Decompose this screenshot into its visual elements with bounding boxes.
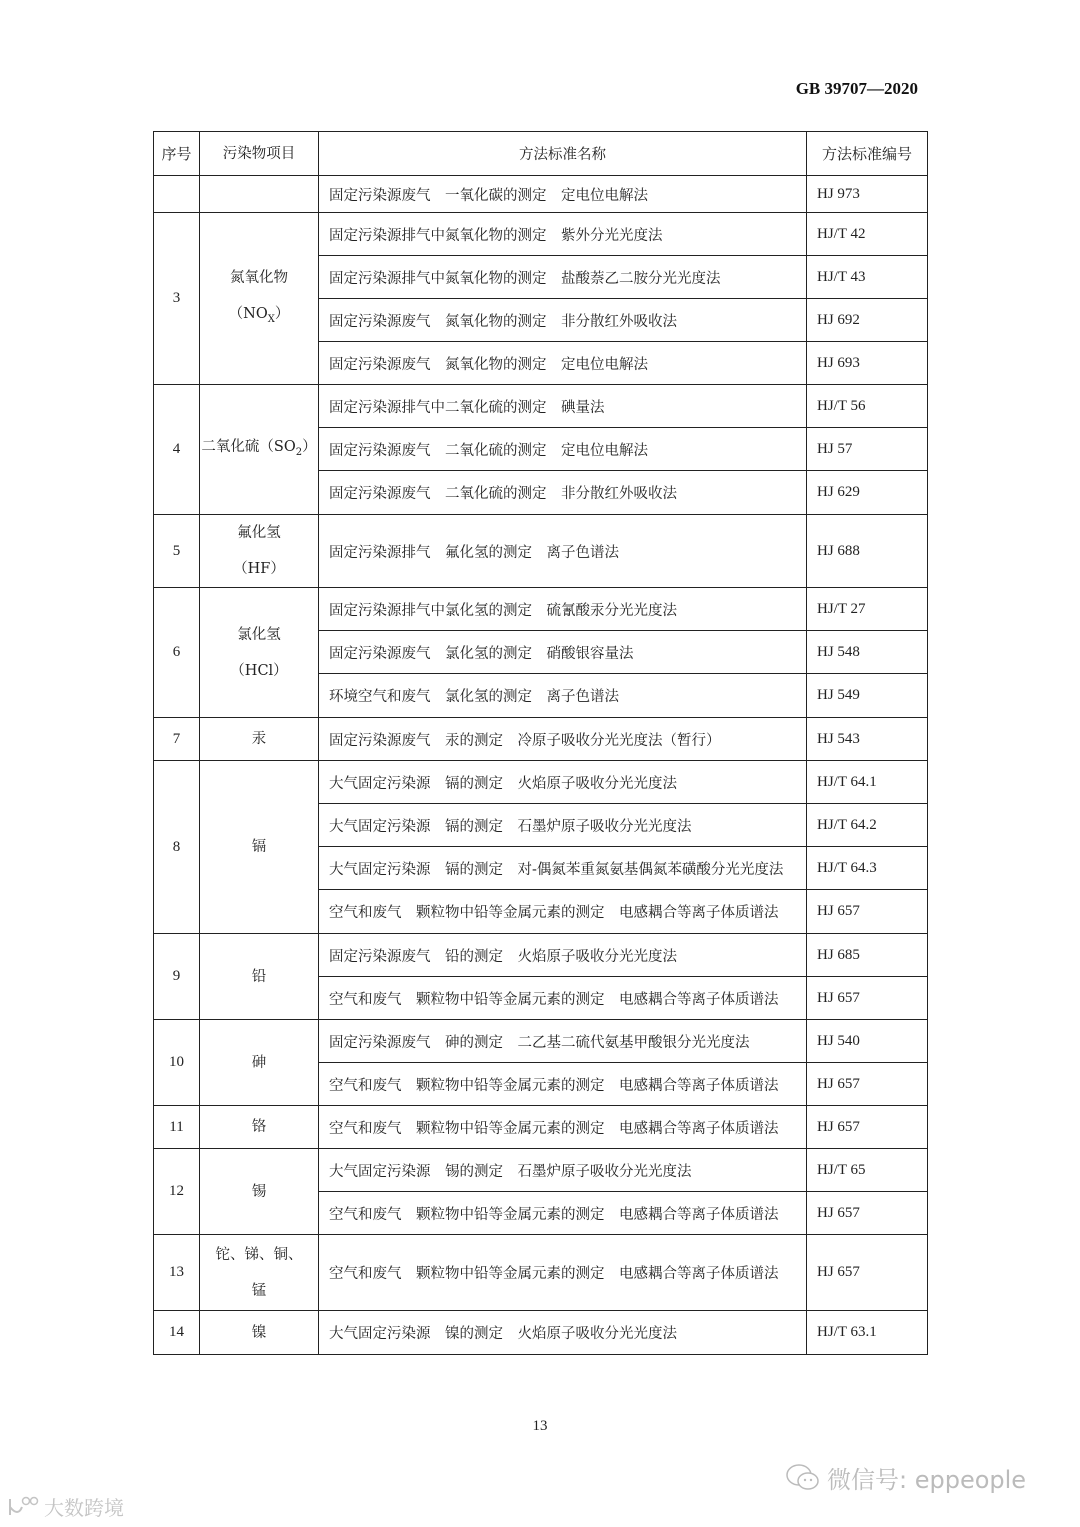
row-number: 13 xyxy=(154,1235,200,1311)
table-header-row xyxy=(154,132,928,176)
method-code: HJ/T 42 xyxy=(807,213,928,256)
method-code: HJ 657 xyxy=(807,1063,928,1106)
method-code: HJ/T 27 xyxy=(807,588,928,631)
method-code: HJ/T 64.3 xyxy=(807,847,928,890)
brand-logo-icon xyxy=(6,1495,40,1519)
method-code: HJ/T 64.1 xyxy=(807,761,928,804)
table-row xyxy=(154,385,928,428)
pollutant-item-line xyxy=(200,551,318,587)
pollutant-item-line xyxy=(200,260,318,296)
standard-code: GB 39707—2020 xyxy=(795,79,918,98)
pollutant-item xyxy=(200,213,319,385)
method-name: 固定污染源废气 氮氧化物的测定 非分散红外吸收法 xyxy=(319,299,807,342)
pollutant-item-line xyxy=(200,515,318,551)
table-row xyxy=(154,934,928,977)
pollutant-item-line xyxy=(200,1273,318,1309)
method-code: HJ 657 xyxy=(807,1192,928,1235)
method-name: 固定污染源废气 二氧化硫的测定 非分散红外吸收法 xyxy=(319,471,807,515)
method-name: 环境空气和废气 氯化氢的测定 离子色谱法 xyxy=(319,674,807,718)
table-row xyxy=(154,761,928,804)
method-code: HJ 540 xyxy=(807,1020,928,1063)
method-code: HJ 657 xyxy=(807,977,928,1020)
method-name: 固定污染源排气中二氧化硫的测定 碘量法 xyxy=(319,385,807,428)
row-number: 14 xyxy=(154,1311,200,1355)
method-name: 固定污染源排气中氮氧化物的测定 盐酸萘乙二胺分光光度法 xyxy=(319,256,807,299)
method-name: 固定污染源废气 氮氧化物的测定 定电位电解法 xyxy=(319,342,807,385)
pollutant-item xyxy=(200,515,319,588)
method-name: 大气固定污染源 镉的测定 石墨炉原子吸收分光光度法 xyxy=(319,804,807,847)
method-name: 空气和废气 颗粒物中铅等金属元素的测定 电感耦合等离子体质谱法 xyxy=(319,1106,807,1149)
method-name: 空气和废气 颗粒物中铅等金属元素的测定 电感耦合等离子体质谱法 xyxy=(319,1235,807,1311)
text-segment: 锡 xyxy=(251,1183,267,1200)
pollutant-item-line xyxy=(200,1315,318,1351)
method-code: HJ 657 xyxy=(807,1106,928,1149)
row-number xyxy=(154,176,200,213)
method-name: 空气和废气 颗粒物中铅等金属元素的测定 电感耦合等离子体质谱法 xyxy=(319,1063,807,1106)
method-code: HJ/T 43 xyxy=(807,256,928,299)
pollutant-item xyxy=(200,761,319,934)
method-name: 固定污染源废气 氯化氢的测定 硝酸银容量法 xyxy=(319,631,807,674)
subscript: X xyxy=(267,313,275,325)
pollutant-item xyxy=(200,1311,319,1355)
method-name: 固定污染源排气 氟化氢的测定 离子色谱法 xyxy=(319,515,807,588)
method-code: HJ 657 xyxy=(807,890,928,934)
wechat-icon xyxy=(785,1463,821,1493)
method-name: 固定污染源排气中氯化氢的测定 硫氰酸汞分光光度法 xyxy=(319,588,807,631)
row-number: 8 xyxy=(154,761,200,934)
method-standards-table xyxy=(153,131,928,1355)
row-number: 3 xyxy=(154,213,200,385)
pollutant-item-line xyxy=(200,296,318,338)
text-segment: 锰 xyxy=(251,1282,267,1299)
brand-watermark xyxy=(6,1492,124,1521)
pollutant-item xyxy=(200,1235,319,1311)
text-segment: 二氧化硫（SO xyxy=(201,438,296,455)
column-header-method-code: 方法标准编号 xyxy=(807,132,928,176)
table-row xyxy=(154,213,928,256)
page-number: 13 xyxy=(532,1418,548,1434)
column-header-pollutant: 污染物项目 xyxy=(200,132,319,176)
text-segment: ） xyxy=(302,438,317,455)
row-number: 11 xyxy=(154,1106,200,1149)
method-name: 大气固定污染源 锡的测定 石墨炉原子吸收分光光度法 xyxy=(319,1149,807,1192)
text-segment: 镉 xyxy=(251,839,267,855)
pollutant-item-line xyxy=(200,617,318,653)
method-code: HJ/T 56 xyxy=(807,385,928,428)
method-code: HJ 657 xyxy=(807,1235,928,1311)
pollutant-item xyxy=(200,934,319,1020)
text-segment: 铬 xyxy=(251,1119,267,1135)
row-number: 7 xyxy=(154,718,200,761)
text-segment: 镍 xyxy=(251,1324,267,1341)
pollutant-item xyxy=(200,385,319,515)
row-number: 10 xyxy=(154,1020,200,1106)
wechat-watermark xyxy=(785,1460,1026,1495)
text-segment: （HF） xyxy=(233,561,285,577)
table-row xyxy=(154,718,928,761)
method-code: HJ 543 xyxy=(807,718,928,761)
method-code: HJ 973 xyxy=(807,176,928,213)
method-name: 大气固定污染源 镉的测定 对-偶氮苯重氮氨基偶氮苯磺酸分光光度法 xyxy=(319,847,807,890)
method-name: 固定污染源排气中氮氧化物的测定 紫外分光光度法 xyxy=(319,213,807,256)
row-number: 9 xyxy=(154,934,200,1020)
row-number: 12 xyxy=(154,1149,200,1235)
row-number: 5 xyxy=(154,515,200,588)
column-header-no: 序号 xyxy=(154,132,200,176)
table-row xyxy=(154,1020,928,1063)
text-segment: 铊、锑、铜、 xyxy=(215,1246,303,1263)
method-name: 固定污染源废气 汞的测定 冷原子吸收分光光度法（暂行） xyxy=(319,718,807,761)
text-segment: （HCl） xyxy=(230,662,288,679)
pollutant-item-line xyxy=(200,653,318,689)
method-code: HJ/T 64.2 xyxy=(807,804,928,847)
column-header-method-name: 方法标准名称 xyxy=(319,132,807,176)
method-code: HJ 548 xyxy=(807,631,928,674)
method-name: 固定污染源废气 一氧化碳的测定 定电位电解法 xyxy=(319,176,807,213)
pollutant-item-line xyxy=(200,1109,318,1145)
text-segment: 氮氧化物 xyxy=(230,269,288,286)
method-code: HJ 629 xyxy=(807,471,928,515)
table-body xyxy=(154,176,928,1355)
pollutant-item xyxy=(200,1106,319,1149)
method-code: HJ/T 63.1 xyxy=(807,1311,928,1355)
row-number: 4 xyxy=(154,385,200,515)
pollutant-item-line xyxy=(200,1045,318,1081)
method-code: HJ 692 xyxy=(807,299,928,342)
table-row xyxy=(154,1106,928,1149)
method-name: 空气和废气 颗粒物中铅等金属元素的测定 电感耦合等离子体质谱法 xyxy=(319,977,807,1020)
text-segment: （NO xyxy=(228,305,268,322)
method-name: 固定污染源废气 铅的测定 火焰原子吸收分光光度法 xyxy=(319,934,807,977)
text-segment: ） xyxy=(274,305,290,322)
method-name: 大气固定污染源 镉的测定 火焰原子吸收分光光度法 xyxy=(319,761,807,804)
method-code: HJ 57 xyxy=(807,428,928,471)
table-row xyxy=(154,515,928,588)
pollutant-item-line xyxy=(200,721,318,757)
table-row xyxy=(154,1311,928,1355)
pollutant-item xyxy=(200,1020,319,1106)
method-code: HJ 688 xyxy=(807,515,928,588)
pollutant-item xyxy=(200,1149,319,1235)
method-code: HJ 685 xyxy=(807,934,928,977)
method-name: 固定污染源废气 砷的测定 二乙基二硫代氨基甲酸银分光光度法 xyxy=(319,1020,807,1063)
table-row xyxy=(154,1235,928,1311)
pollutant-item xyxy=(200,718,319,761)
method-name: 空气和废气 颗粒物中铅等金属元素的测定 电感耦合等离子体质谱法 xyxy=(319,1192,807,1235)
pollutant-item xyxy=(200,176,319,213)
text-segment: 铅 xyxy=(251,968,267,985)
method-code: HJ/T 65 xyxy=(807,1149,928,1192)
pollutant-item-line xyxy=(200,829,318,865)
text-segment: 砷 xyxy=(251,1054,267,1071)
pollutant-item-line xyxy=(200,959,318,995)
pollutant-item-line xyxy=(200,1174,318,1210)
method-code: HJ 693 xyxy=(807,342,928,385)
pollutant-item-line xyxy=(200,1237,318,1273)
row-number: 6 xyxy=(154,588,200,718)
method-name: 大气固定污染源 镍的测定 火焰原子吸收分光光度法 xyxy=(319,1311,807,1355)
brand-text: 大数跨境 xyxy=(44,1496,124,1520)
subscript: 2 xyxy=(295,446,303,458)
table-row xyxy=(154,1149,928,1192)
pollutant-item-line xyxy=(200,429,318,471)
wechat-id-text: 微信号: eppeople xyxy=(827,1466,1027,1494)
method-name: 空气和废气 颗粒物中铅等金属元素的测定 电感耦合等离子体质谱法 xyxy=(319,890,807,934)
text-segment: 氟化氢 xyxy=(237,525,281,541)
pollutant-item xyxy=(200,588,319,718)
method-name: 固定污染源废气 二氧化硫的测定 定电位电解法 xyxy=(319,428,807,471)
text-segment: 汞 xyxy=(251,731,267,747)
text-segment: 氯化氢 xyxy=(237,626,281,643)
table-row xyxy=(154,176,928,213)
table-row xyxy=(154,588,928,631)
method-code: HJ 549 xyxy=(807,674,928,718)
